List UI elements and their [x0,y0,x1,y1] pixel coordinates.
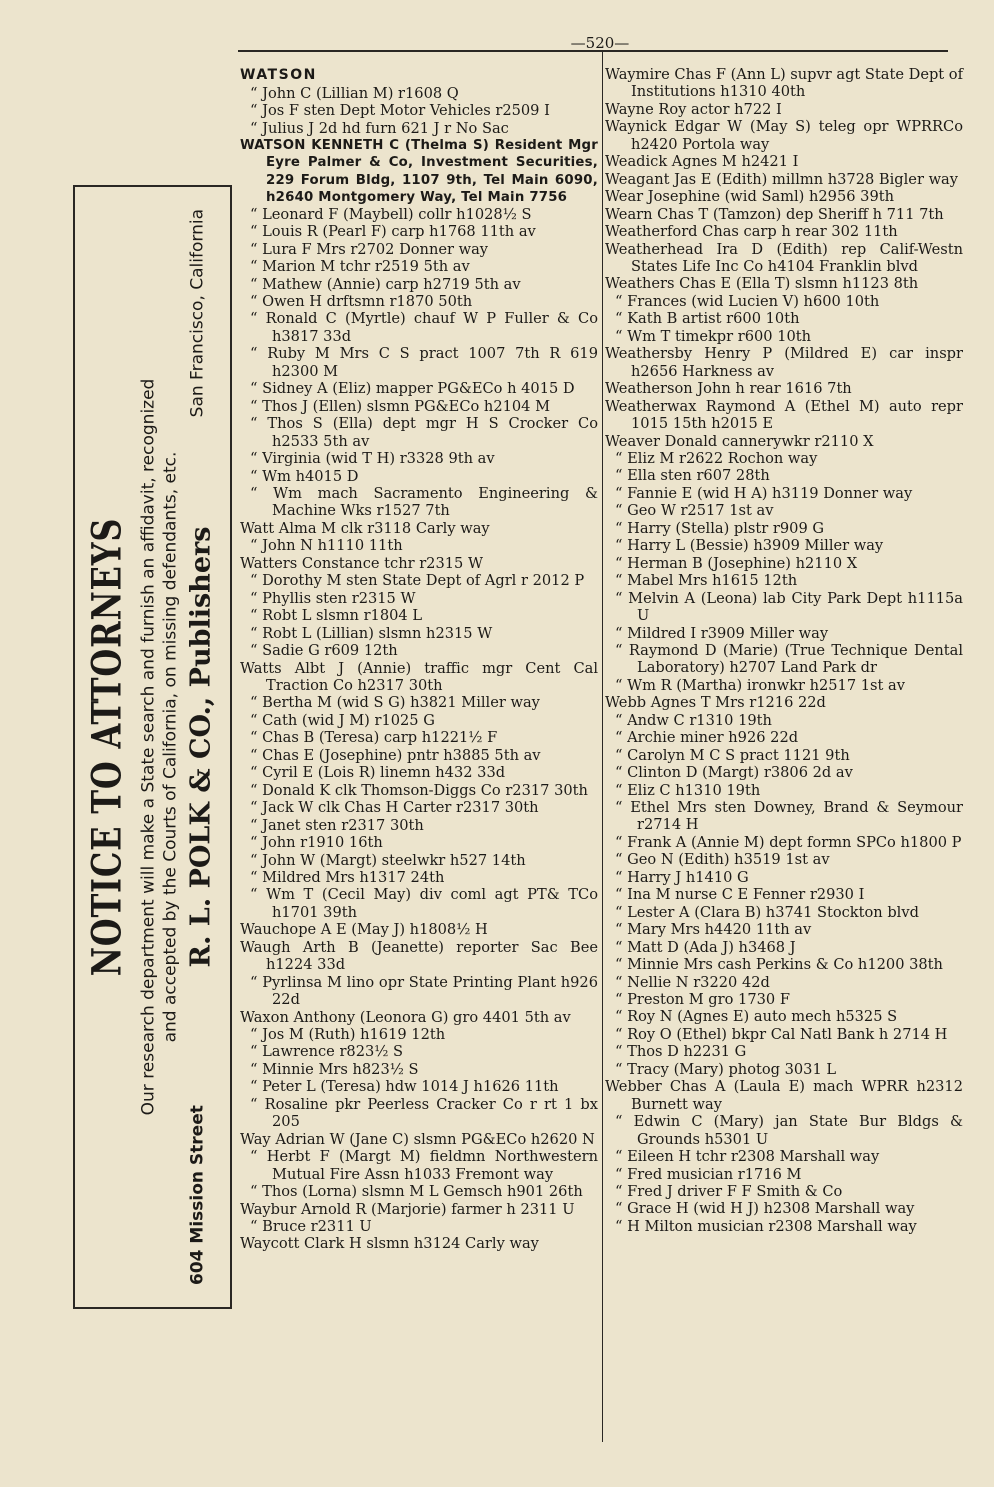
page-number: —520— [570,34,630,52]
directory-entry: “ Jos M (Ruth) h1619 12th [250,1026,446,1044]
directory-entry: “ Marion M tchr r2519 5th av [250,258,470,276]
directory-entry: “ Thos J (Ellen) slsmn PG&ECo h2104 M [250,397,551,415]
directory-entry: “ Edwin C (Mary) jan State Bur Bldgs & Grounds h5301 U [615,1113,963,1148]
directory-entry: Weathers Chas E (Ella T) slsmn h1123 8th [605,275,919,293]
directory-entry: “ Dorothy M sten State Dept of Agrl r 2012 P [250,572,585,590]
directory-entry: “ Ella sten r607 28th [615,467,770,485]
directory-entry: “ Mary Mrs h4420 11th av [615,921,812,939]
directory-entry: “ Clinton D (Margt) r3806 2d av [615,764,853,782]
directory-entry: Waymire Chas F (Ann L) supvr agt State Dept of Institutions h1310 40th [605,66,963,101]
directory-entry: “ Chas B (Teresa) carp h1221½ F [250,729,498,747]
notice-city: San Francisco, California [187,209,207,418]
directory-entry: “ Nellie N r3220 42d [615,973,770,991]
directory-entry: “ Jack W clk Chas H Carter r2317 30th [250,799,539,817]
directory-entry: “ Kath B artist r600 10th [615,310,800,328]
directory-entry: “ Roy N (Agnes E) auto mech h5325 S [615,1008,898,1026]
column-divider [602,52,603,1442]
directory-entry: “ Herman B (Josephine) h2110 X [615,554,858,572]
directory-entry: “ Owen H drftsmn r1870 50th [250,293,473,310]
directory-entry: Webb Agnes T Mrs r1216 22d [605,694,826,712]
directory-right-column [605,66,963,1235]
directory-entry: “ Mildred Mrs h1317 24th [250,868,445,886]
notice-street: 604 Mission Street [187,1105,207,1285]
directory-entry: “ Robt L (Lillian) slsmn h2315 W [250,624,493,642]
directory-entry: “ Wm R (Martha) ironwkr h2517 1st av [615,676,905,694]
directory-left-column [240,66,598,1253]
directory-entry: “ H Milton musician r2308 Marshall way [615,1217,917,1235]
directory-entry: “ Archie miner h926 22d [615,729,799,747]
notice-to-attorneys-box [73,185,232,1309]
directory-entry: Waycott Clark H slsmn h3124 Carly way [240,1235,539,1253]
directory-entry: “ Leonard F (Maybell) collr h1028½ S [250,205,532,223]
directory-entry: “ Eileen H tchr r2308 Marshall way [615,1148,880,1166]
directory-entry: “ Julius J 2d hd furn 621 J r No Sac [250,119,509,137]
directory-entry: “ Wm h4015 D [250,467,359,485]
surname-heading: WATSON [240,67,317,83]
directory-entry: “ Herbt F (Margt M) fieldmn Northwestern Mutual Fire Assn h1033 Fremont way [250,1148,598,1183]
notice-publisher: R. L. POLK & CO., Publishers [185,526,216,968]
directory-entry: “ Eliz C h1310 19th [615,781,761,799]
directory-entry: Weaver Donald cannerywkr r2110 X [605,432,874,450]
directory-entry: “ Carolyn M C S pract 1121 9th [615,746,850,764]
directory-entry: “ Minnie Mrs cash Perkins & Co h1200 38th [615,956,943,974]
notice-footer [187,187,227,1307]
directory-entry: “ Mathew (Annie) carp h2719 5th av [250,275,521,293]
directory-entry: “ Ethel Mrs sten Downey, Brand & Seymour r2714 H [615,799,963,834]
directory-entry: Waugh Arth B (Jeanette) reporter Sac Bee h1224 33d [240,938,598,974]
directory-entry: “ Harry J h1410 G [615,868,749,886]
directory-entry: “ Raymond D (Marie) (True Technique Dental Laboratory) h2707 Land Park dr [615,641,963,677]
directory-entry: “ Mabel Mrs h1615 12th [615,572,798,590]
directory-entry: “ Donald K clk Thomson-Diggs Co r2317 30th [250,781,588,799]
directory-entry: “ Sadie G r609 12th [250,642,398,660]
directory-entry: “ Fannie E (wid H A) h3119 Donner way [615,484,913,502]
directory-entry: Weatherson John h rear 1616 7th [605,380,852,398]
directory-entry: Watt Alma M clk r3118 Carly way [240,519,490,537]
directory-entry: Way Adrian W (Jane C) slsmn PG&ECo h2620 N [240,1130,595,1148]
directory-entry: “ John C (Lillian M) r1608 Q [250,85,459,102]
directory-entry: “ Janet sten r2317 30th [250,816,424,834]
directory-entry: “ Matt D (Ada J) h3468 J [615,938,796,956]
directory-entry: “ Lawrence r823½ S [250,1043,404,1061]
directory-entry: Weathersby Henry P (Mildred E) car inspr h2656 Harkness av [605,345,963,380]
directory-entry: Weatherhead Ira D (Edith) rep Calif-Westn States Life Inc Co h4104 Franklin blvd [605,240,963,275]
directory-entry: “ John r1910 16th [250,834,383,852]
directory-entry: “ Harry L (Bessie) h3909 Miller way [615,537,884,555]
directory-entry: Wayne Roy actor h722 I [605,100,782,118]
directory-entry: “ Ronald C (Myrtle) chauf W P Fuller & Co h3817 33d [250,310,598,345]
directory-entry: Weagant Jas E (Edith) millmn h3728 Bigler way [605,170,959,188]
notice-line-1: Our research department will make a State search and furnish an affidavit, recognized [138,378,158,1116]
directory-entry: Watters Constance tchr r2315 W [240,554,483,572]
directory-entry: “ Robt L slsmn r1804 L [250,607,423,625]
directory-entry: “ Lura F Mrs r2702 Donner way [250,240,489,258]
directory-entry: Weatherwax Raymond A (Ethel M) auto repr 1015 15th h2015 E [605,397,963,433]
directory-entry: Watts Albt J (Annie) traffic mgr Cent Cal Traction Co h2317 30th [240,659,598,694]
directory-entry: Waynick Edgar W (May S) teleg opr WPRRCo h2420 Portola way [605,118,963,153]
directory-entry: Waybur Arnold R (Marjorie) farmer h 2311 U [240,1200,575,1218]
directory-entry: “ Tracy (Mary) photog 3031 L [615,1060,837,1078]
directory-entry: “ Chas E (Josephine) pntr h3885 5th av [250,746,541,764]
directory-entry: “ Jos F sten Dept Motor Vehicles r2509 I [250,102,550,120]
directory-entry: “ Thos S (Ella) dept mgr H S Crocker Co h2533 5th av [250,415,598,450]
directory-entry: “ Thos (Lorna) slsmn M L Gemsch h901 26th [250,1183,583,1201]
directory-entry: Weadick Agnes M h2421 I [605,153,799,171]
notice-title: NOTICE TO ATTORNEYS [83,517,130,977]
directory-entry: Wearn Chas T (Tamzon) dep Sheriff h 711 7th [605,205,944,223]
directory-entry: “ Virginia (wid T H) r3328 9th av [250,450,495,468]
directory-entry: “ Phyllis sten r2315 W [250,589,416,607]
directory-entry: Webber Chas A (Laula E) mach WPRR h2312 Burnett way [605,1078,963,1113]
directory-entry: “ Mildred I r3909 Miller way [615,624,829,642]
notice-line-2: and accepted by the Courts of California, on missing defendants, etc. [160,451,180,1043]
directory-entry: “ Bruce r2311 U [250,1218,372,1236]
directory-entry: “ Fred J driver F F Smith & Co [615,1183,843,1200]
directory-entry: “ Wm mach Sacramento Engineering & Machine Wks r1527 7th [250,484,598,520]
directory-entry: “ Ruby M Mrs C S pract 1007 7th R 619 h2300 M [250,345,598,380]
directory-entry: “ Ina M nurse C E Fenner r2930 I [615,886,865,904]
directory-entry: “ Andw C r1310 19th [615,711,772,729]
directory-entry: “ Louis R (Pearl F) carp h1768 11th av [250,223,536,241]
directory-entry: WATSON KENNETH C (Thelma S) Resident Mgr Eyre Palmer & Co, Investment Securities, 229 Forum Bldg, 1107 9th, Tel Main 6090, h2640 Montgomery Way, Tel Main 7756 [240,138,598,205]
directory-entry: “ Pyrlinsa M lino opr State Printing Plant h926 22d [250,973,598,1009]
directory-entry: “ Lester A (Clara B) h3741 Stockton blvd [615,903,919,921]
directory-entry: “ Minnie Mrs h823½ S [250,1060,419,1078]
directory-entry: “ Melvin A (Leona) lab City Park Dept h1115a U [615,589,963,625]
directory-entry: “ Rosaline pkr Peerless Cracker Co r rt 1 bx 205 [250,1095,598,1131]
directory-entry: “ Roy O (Ethel) bkpr Cal Natl Bank h 2714 H [615,1025,948,1043]
directory-entry: “ Geo W r2517 1st av [615,502,774,520]
directory-entry: “ Frank A (Annie M) dept formn SPCo h1800 P [615,833,962,851]
directory-entry: “ Wm T timekpr r600 10th [615,327,812,345]
notice-body [137,187,181,1307]
directory-entry: “ Thos D h2231 G [615,1043,747,1061]
directory-entry: “ Geo N (Edith) h3519 1st av [615,851,830,869]
directory-entry: Waxon Anthony (Leonora G) gro 4401 5th av [240,1008,571,1026]
notice-rotated-content [75,187,230,1307]
directory-entry: “ Wm T (Cecil May) div coml agt PT& TCo h1701 39th [250,886,598,921]
directory-entry: “ John N h1110 11th [250,537,403,555]
directory-entry: “ Frances (wid Lucien V) h600 10th [615,292,880,310]
directory-entry: “ Preston M gro 1730 F [615,991,790,1009]
directory-entry: “ Eliz M r2622 Rochon way [615,449,818,467]
directory-entry: “ Harry (Stella) plstr r909 G [615,519,825,537]
directory-entry: “ Fred musician r1716 M [615,1165,802,1183]
directory-entry: Wear Josephine (wid Saml) h2956 39th [605,188,894,206]
directory-entry: “ Peter L (Teresa) hdw 1014 J h1626 11th [250,1078,559,1096]
directory-entry: Wauchope A E (May J) h1808½ H [240,921,488,939]
directory-entry: “ Cath (wid J M) r1025 G [250,711,435,729]
directory-entry: “ Cyril E (Lois R) linemn h432 33d [250,764,506,782]
directory-entry: “ Grace H (wid H J) h2308 Marshall way [615,1200,915,1218]
directory-entry: “ John W (Margt) steelwkr h527 14th [250,851,526,869]
directory-entry: “ Sidney A (Eliz) mapper PG&ECo h 4015 D [250,380,575,398]
directory-entry: “ Bertha M (wid S G) h3821 Miller way [250,694,540,712]
top-rule [238,50,948,52]
directory-entry: Weatherford Chas carp h rear 302 11th [605,223,898,241]
